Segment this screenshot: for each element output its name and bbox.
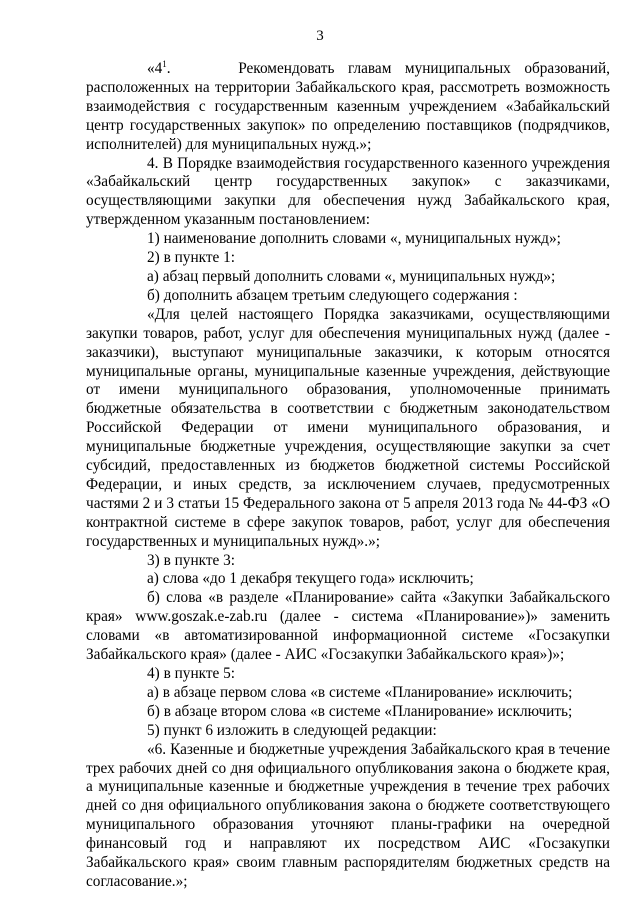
paragraph-quoted-item-6: «6. Казенные и бюджетные учреждения Забайкальского края в течение трех рабочих дней со дня официального опубликования закона о бюджете края, а муниципальные казенные и бюджетные учреждения в течение трех рабочих дней со дня официального опубликования закона о бюджете соответствующего муниципального образования уточняют планы-графики на очередной финансовый год и направляют их посредством АИС «Госзакупки Забайкальского края» своим главным распорядителям бюджетных средств на согласование.»; [86, 740, 610, 890]
paragraph-subitem: 2) в пункте 1: [147, 249, 236, 267]
paragraph-subitem: а) слова «до 1 декабря текущего года» исключить; [147, 570, 474, 588]
paragraph-quoted-definition: «Для целей настоящего Порядка заказчиками, осуществляющими закупки товаров, работ, услуг для обеспечения муниципальных нужд (далее - заказчики), выступают муниципальные заказчики, к которым относятся муниципальные органы, муниципальные казенные учреждения, действующие от имени муниципального образования, уполномоченные принимать бюджетные обязательства в соответствии с бюджетным законодательством Российской Федерации от имени муниципального образования, и муниципальные бюджетные учреждения, осуществляющие закупки за счет субсидий, предоставленных из бюджетов бюджетной системы Российской Федерации, и иных средств, за исключением случаев, предусмотренных частями 2 и 3 статьи 15 Федерального закона от 5 апреля 2013 года № 44-ФЗ «О контрактной системе в сфере закупок товаров, работ, услуг для обеспечения государственных и муниципальных нужд».»; [86, 305, 610, 550]
page-number: 3 [316, 28, 324, 44]
paragraph-subitem: б) слова «в разделе «Планирование» сайта «Закупки Забайкальского края» www.goszak.e-zab.ru (далее - система «Планирование»)» заменить словами «в автоматизированной информационной системе «Госзакупки Забайкальского края» (далее - АИС «Госзакупки Забайкальского края»)»; [86, 589, 610, 664]
paragraph-subitem: 1) наименование дополнить словами «, муниципальных нужд»; [147, 230, 561, 248]
paragraph-subitem: 3) в пункте 3: [147, 551, 236, 569]
paragraph-subitem: б) дополнить абзацем третьим следующего содержания : [147, 286, 518, 304]
paragraph-subitem: а) в абзаце первом слова «в системе «Планирование» исключить; [147, 683, 573, 701]
text-segment: . Рекомендовать главам муниципальных образований, расположенных на территории Забайкальского края, рассмотреть возможность взаимодействия с государственным казенным учреждением «Забайкальский центр государственных закупок» по определению поставщиков (подрядчиков, исполнителей) для муниципальных нужд.»; [86, 60, 610, 153]
superscript-marker: 1 [162, 59, 167, 69]
paragraph-recommendation [86, 60, 610, 155]
document-body [86, 60, 610, 892]
paragraph-item-4: 4. В Порядке взаимодействия государственного казенного учреждения «Забайкальский центр государственных закупок» с заказчиками, осуществляющими закупки для обеспечения нужд Забайкальского края, утвержденном указанным постановлением: [86, 154, 610, 229]
paragraph-subitem: б) в абзаце втором слова «в системе «Планирование» исключить; [147, 702, 573, 720]
paragraph-subitem: 4) в пункте 5: [147, 665, 236, 682]
paragraph-subitem: 5) пункт 6 изложить в следующей редакции: [147, 721, 437, 739]
text-segment: «4 [147, 60, 163, 77]
paragraph-subitem: а) абзац первый дополнить словами «, муниципальных нужд»; [147, 267, 556, 285]
